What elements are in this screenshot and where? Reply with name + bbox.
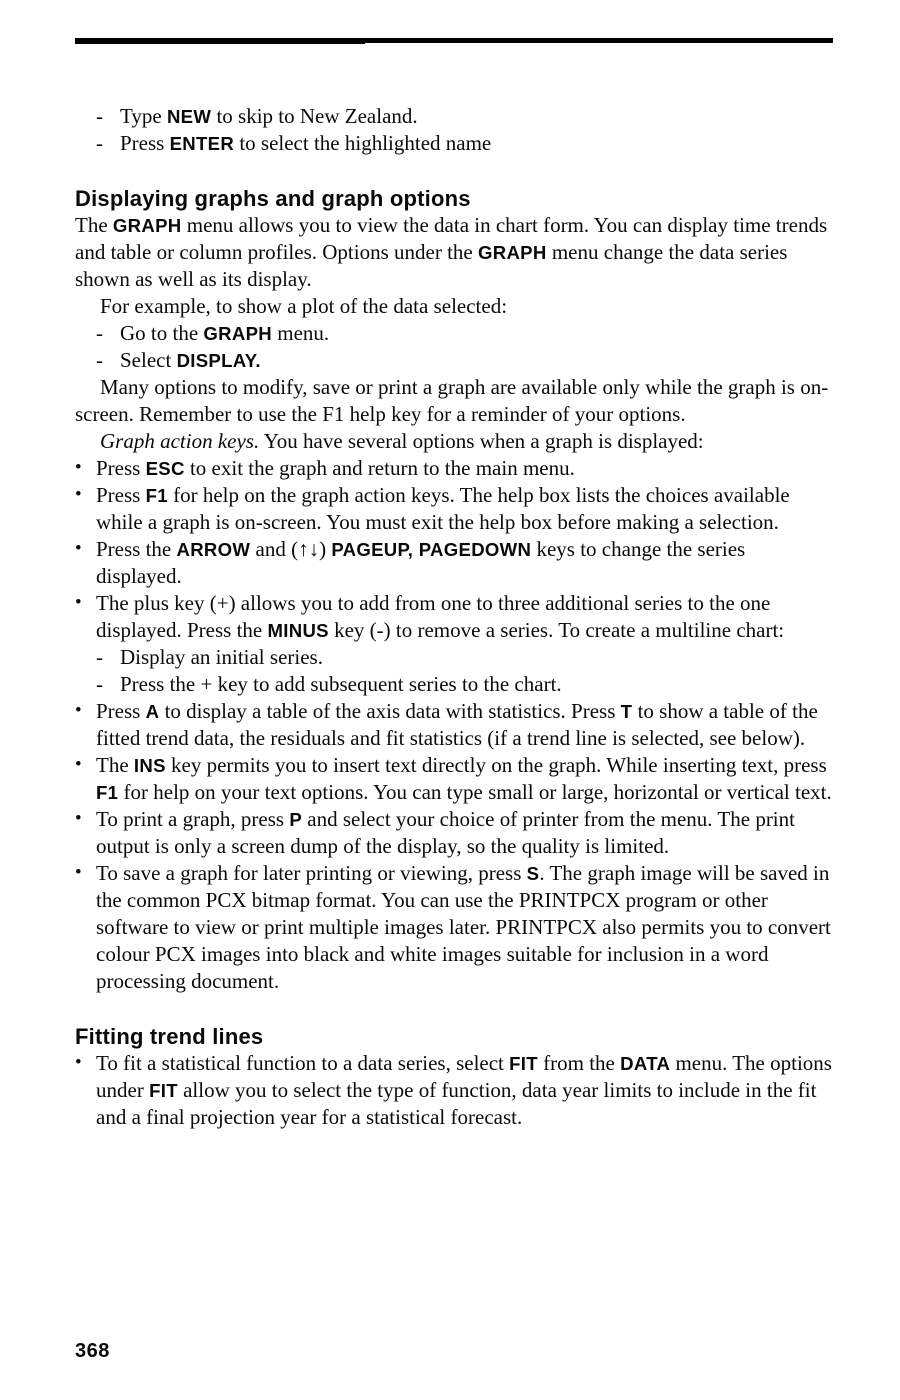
keyword-bold: F1 [96, 782, 119, 803]
text-segment: Select [120, 348, 177, 372]
keyword-bold: FIT [509, 1053, 538, 1074]
text-segment: for help on your text options. You can type small or large, horizontal or vertical text. [118, 780, 832, 804]
bullet-list-item [75, 1050, 835, 1131]
text-segment: For example, to show a plot of the data selected: [100, 294, 508, 318]
content-blocks [75, 103, 835, 1131]
paragraph [75, 293, 835, 320]
text-segment: and select your choice of printer from the menu. The print output is only a screen dump of the display, so the quality is limited. [96, 807, 795, 858]
text-segment: Go to the [120, 321, 204, 345]
keyword-bold: FIT [149, 1080, 178, 1101]
italic-lead: Graph action keys. [100, 429, 260, 453]
dash-marker-icon: - [96, 672, 103, 696]
page-number: 368 [75, 1340, 110, 1362]
dash-list-item [75, 644, 835, 671]
keyword-bold: GRAPH [203, 323, 272, 344]
bullet-marker-icon: • [75, 538, 82, 559]
section-heading [75, 1023, 835, 1050]
text-segment: keys to change the series displayed. [96, 537, 746, 588]
text-segment: menu allows you to view the data in chart form. You can display time trends and table or column profiles. Options under the [75, 213, 828, 264]
text-segment: menu. The options under [96, 1051, 832, 1102]
keyword-bold: ARROW [176, 539, 251, 560]
text-segment: to show a table of the fitted trend data, the residuals and fit statistics (if a trend line is selected, see below). [96, 699, 818, 750]
dash-marker-icon: - [96, 104, 103, 128]
text-segment: and (↑↓) [250, 537, 332, 561]
bullet-marker-icon: • [75, 808, 82, 829]
section-heading [75, 185, 835, 212]
text-segment: You have several options when a graph is displayed: [259, 429, 704, 453]
text-segment: To fit a statistical function to a data series, select [96, 1051, 510, 1075]
keyword-bold: A [145, 701, 160, 722]
text-segment: Press the [96, 537, 177, 561]
bullet-marker-icon: • [75, 700, 82, 721]
keyword-bold: DATA [620, 1053, 671, 1074]
keyword-bold: P [289, 809, 303, 830]
bullet-list-item [75, 698, 835, 752]
keyword-bold: GRAPH [112, 215, 182, 236]
text-segment: The [75, 213, 113, 237]
keyword-bold: MINUS [267, 620, 329, 641]
bullet-marker-icon: • [75, 1052, 82, 1073]
text-segment: menu. [272, 321, 330, 345]
text-segment: Press [120, 131, 170, 155]
dash-marker-icon: - [96, 321, 103, 345]
dash-marker-icon: - [96, 645, 103, 669]
dash-list-item [75, 320, 835, 347]
bullet-list-item [75, 455, 835, 482]
text-segment: Press the + key to add subsequent series to the chart. [120, 672, 562, 696]
bullet-marker-icon: • [75, 862, 82, 883]
text-segment: Press [96, 456, 146, 480]
text-segment: Display an initial series. [120, 645, 323, 669]
dash-list-item [75, 103, 835, 130]
keyword-bold: T [620, 701, 633, 722]
text-segment: . The graph image will be saved in the common PCX bitmap format. You can use the PRINTPCX program or other software to view or print multiple images later. PRINTPCX also permits you to convert colour PCX images into black and white images suitable for inclusion in a word processing document. [96, 861, 831, 993]
keyword-bold: NEW [166, 106, 212, 127]
text-segment: to display a table of the axis data with statistics. Press [159, 699, 621, 723]
keyword-bold: F1 [145, 485, 168, 506]
dash-list-item [75, 347, 835, 374]
bullet-marker-icon: • [75, 592, 82, 613]
keyword-bold: DISPLAY. [176, 350, 261, 371]
keyword-bold: ESC [145, 458, 185, 479]
text-segment: Fitting trend lines [75, 1024, 264, 1049]
text-segment: key permits you to insert text directly on the graph. While inserting text, press [165, 753, 827, 777]
dash-marker-icon: - [96, 131, 103, 155]
top-rule-divider [75, 38, 833, 43]
bullet-marker-icon: • [75, 484, 82, 505]
text-segment: allow you to select the type of function, data year limits to include in the fit and a final projection year for a statistical forecast. [96, 1078, 817, 1129]
text-segment: The [96, 753, 134, 777]
bullet-list-item [75, 752, 835, 806]
bullet-list-item [75, 482, 835, 536]
paragraph [75, 428, 835, 455]
keyword-bold: S [526, 863, 540, 884]
dash-list-item [75, 130, 835, 157]
text-segment: to select the highlighted name [234, 131, 492, 155]
text-segment: Type [120, 104, 167, 128]
text-segment: for help on the graph action keys. The help box lists the choices available while a graph is on-screen. You must exit the help box before making a selection. [96, 483, 790, 534]
text-segment: Press [96, 699, 146, 723]
bullet-list-item [75, 806, 835, 860]
text-segment: to skip to New Zealand. [211, 104, 418, 128]
bullet-list-item [75, 536, 835, 590]
dash-list-item [75, 671, 835, 698]
keyword-bold: ENTER [169, 133, 235, 154]
bullet-list-item [75, 590, 835, 644]
bullet-marker-icon: • [75, 457, 82, 478]
paragraph [75, 374, 835, 428]
bullet-list-item [75, 860, 835, 995]
keyword-bold: INS [133, 755, 166, 776]
text-segment: Displaying graphs and graph options [75, 186, 471, 211]
text-segment: from the [537, 1051, 621, 1075]
text-segment: key (-) to remove a series. To create a multiline chart: [328, 618, 785, 642]
paragraph [75, 212, 835, 293]
keyword-bold: GRAPH [478, 242, 547, 263]
bullet-marker-icon: • [75, 754, 82, 775]
text-segment: to exit the graph and return to the main menu. [184, 456, 575, 480]
dash-marker-icon: - [96, 348, 103, 372]
text-segment: To save a graph for later printing or viewing, press [96, 861, 527, 885]
text-segment: Press [96, 483, 146, 507]
text-segment: Many options to modify, save or print a graph are available only while the graph is on-screen. Remember to use the F1 help key for a reminder of your options. [75, 375, 829, 426]
text-segment: menu change the data series shown as well as its display. [75, 240, 788, 291]
text-segment: The plus key (+) allows you to add from one to three additional series to the one displayed. Press the [96, 591, 771, 642]
keyword-bold: PAGEUP, PAGEDOWN [331, 539, 532, 560]
text-segment: To print a graph, press [96, 807, 290, 831]
